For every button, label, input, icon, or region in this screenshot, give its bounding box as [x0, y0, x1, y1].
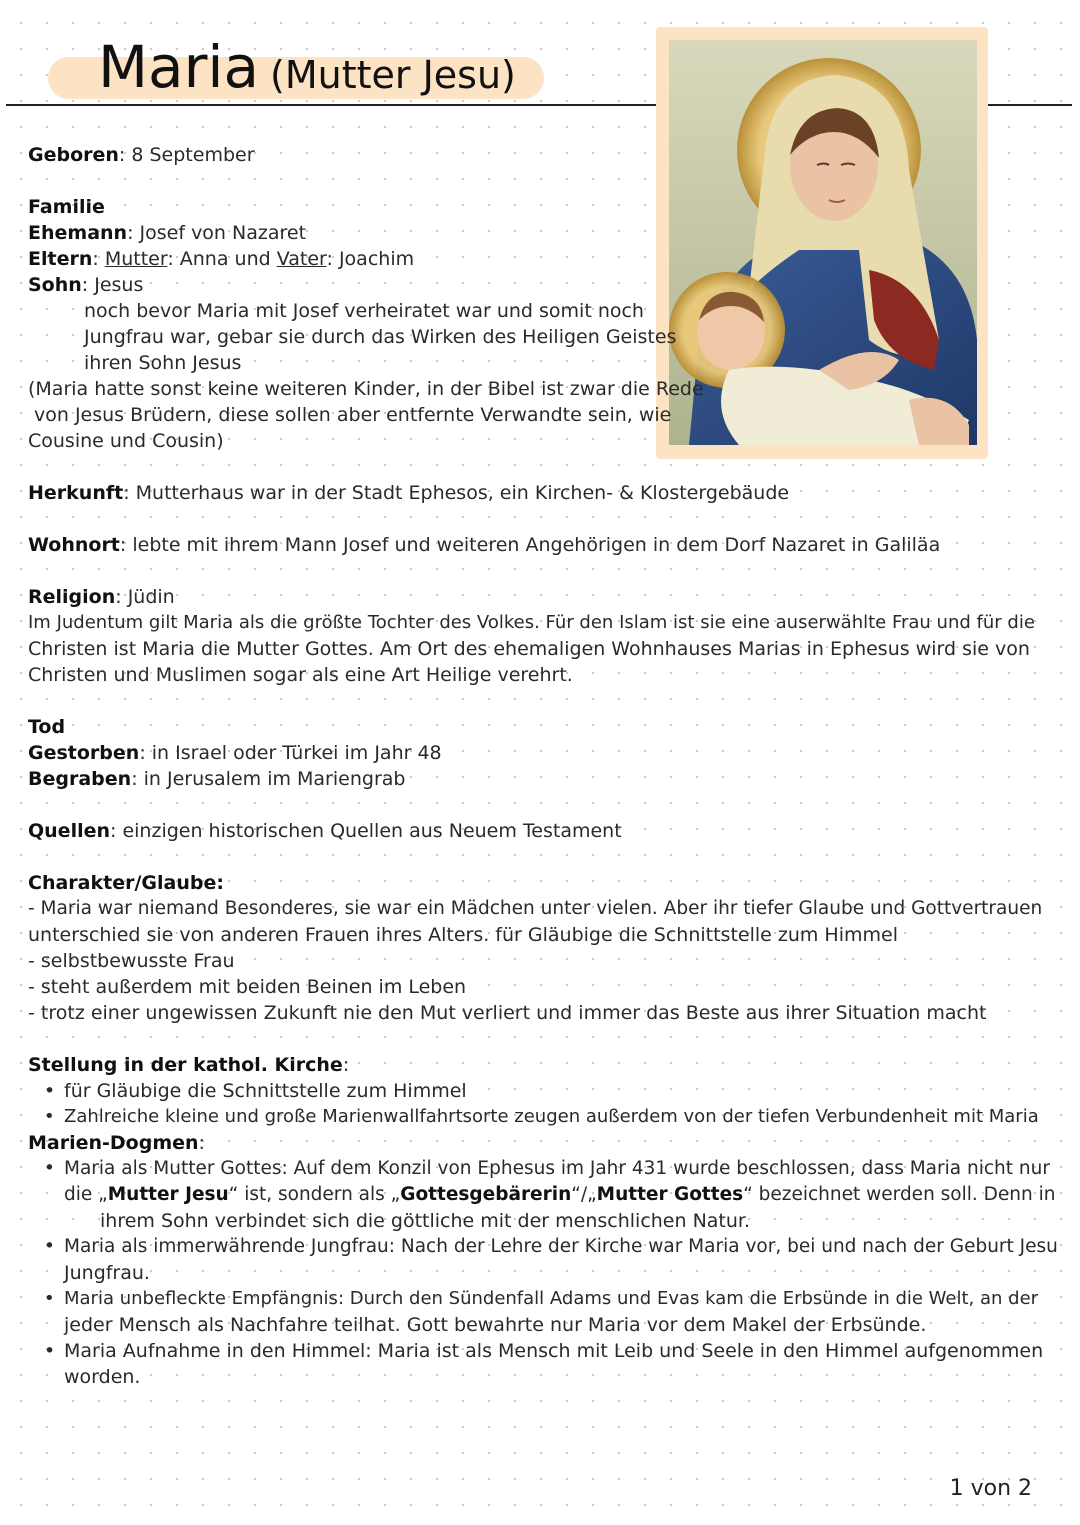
born-value: : 8 September: [118, 144, 255, 166]
character-line-5: - trotz einer ungewissen Zukunft nie den Mut verliert und immer das Beste aus ihrer Situation macht: [28, 1002, 987, 1024]
character-line-4: - steht außerdem mit beiden Beinen im Leben: [28, 976, 467, 998]
character-heading-text: Charakter/Glaube:: [28, 872, 224, 894]
dogma-2-line-2: Jungfrau.: [64, 1262, 150, 1284]
church-heading-text: Stellung in der kathol. Kirche: [28, 1054, 343, 1076]
residence-line: [28, 532, 1058, 558]
death-heading: [28, 714, 1058, 740]
title-underline-left: [6, 104, 658, 106]
died-line: [28, 740, 1058, 766]
origin-line: [28, 480, 1058, 506]
dogma-1-bold-1: Mutter Jesu: [107, 1184, 229, 1205]
dogma-1-bold-3: Mutter Gottes: [596, 1184, 744, 1205]
son-line: [28, 272, 1058, 298]
dogma-1-post: “ bezeichnet werden soll. Denn in: [743, 1184, 1056, 1205]
religion-text-3: Christen und Muslimen sogar als eine Art Heilige verehrt.: [28, 664, 573, 686]
page-title: Maria: [98, 33, 260, 101]
page-subtitle: (Mutter Jesu): [270, 53, 516, 97]
dogmas-heading-text: Marien-Dogmen: [28, 1132, 199, 1154]
born-line: [28, 142, 1058, 168]
dogmas-heading-colon: :: [198, 1132, 205, 1154]
husband-line: [28, 220, 1058, 246]
religion-value: : Jüdin: [115, 586, 175, 608]
husband-label: Ehemann: [28, 222, 128, 244]
religion-line: [28, 584, 1058, 610]
dogma-1-line-2: [28, 1182, 1058, 1208]
son-label: Sohn: [28, 274, 82, 296]
character-line-1: - Maria war niemand Besonderes, sie war ein Mädchen unter vielen. Aber ihr tiefer Glaube und Gottvertrauen: [28, 898, 1043, 919]
children-note-3: Cousine und Cousin): [28, 430, 224, 452]
dogma-1-pre: die „: [64, 1184, 108, 1205]
buried-line: [28, 766, 1058, 792]
religion-text-2: Christen ist Maria die Mutter Gottes. Am Ort des ehemaligen Wohnhauses Marias in Ephesus wird sie von: [28, 638, 1030, 660]
dogma-3-line-2: jeder Mensch als Nachfahre teilhat. Gott bewahrte nur Maria vor dem Makel der Erbsünde.: [64, 1314, 927, 1336]
parents-line: [28, 246, 1058, 272]
dogma-1-bold-2: Gottesgebärerin: [400, 1184, 572, 1205]
character-line-2: unterschied sie von anderen Frauen ihres Alters. für Gläubige die Schnittstelle zum Himmel: [28, 924, 898, 946]
mother-value: : Anna und: [167, 248, 277, 270]
church-heading: [28, 1052, 1058, 1078]
family-heading-text: Familie: [28, 196, 105, 218]
dogma-1-line-3: ihrem Sohn verbindet sich die göttliche mit der menschlichen Natur.: [100, 1210, 751, 1232]
son-note-1: noch bevor Maria mit Josef verheiratet war und somit noch: [84, 300, 644, 322]
religion-text-1: Im Judentum gilt Maria als die größte Tochter des Volkes. Für den Islam ist sie eine auserwählte Frau und für die: [28, 612, 1035, 633]
sources-line: [28, 818, 1058, 844]
son-note-3: ihren Sohn Jesus: [84, 352, 242, 374]
dogma-1-mid-2: “/„: [571, 1184, 597, 1205]
dogmas-heading: [28, 1130, 1058, 1156]
character-line-3: - selbstbewusste Frau: [28, 950, 235, 972]
born-label: Geboren: [28, 144, 119, 166]
dogma-1-mid-1: “ ist, sondern als „: [228, 1184, 401, 1205]
buried-value: : in Jerusalem im Mariengrab: [131, 768, 406, 790]
parents-sep: :: [92, 248, 105, 270]
content-body: [28, 142, 1058, 1390]
husband-value: : Josef von Nazaret: [127, 222, 307, 244]
buried-label: Begraben: [28, 768, 132, 790]
died-value: : in Israel oder Türkei im Jahr 48: [139, 742, 442, 764]
title-underline-right: [982, 104, 1072, 106]
sources-value: : einzigen historischen Quellen aus Neuem Testament: [110, 820, 622, 842]
church-bullet-1: • für Gläubige die Schnittstelle zum Himmel: [28, 1078, 1058, 1104]
page-number: 1 von 2: [949, 1476, 1032, 1501]
origin-label: Herkunft: [28, 482, 124, 504]
dogma-3-line-1: • Maria unbefleckte Empfängnis: Durch den Sündenfall Adams und Evas kam die Erbsünde in die Welt, an der: [28, 1286, 1058, 1312]
sources-label: Quellen: [28, 820, 111, 842]
children-note-1: (Maria hatte sonst keine weiteren Kinder, in der Bibel ist zwar die Rede: [28, 378, 704, 400]
died-label: Gestorben: [28, 742, 140, 764]
children-note-2: von Jesus Brüdern, diese sollen aber entfernte Verwandte sein, wie: [34, 404, 672, 426]
son-note-2: Jungfrau war, gebar sie durch das Wirken des Heiligen Geistes: [84, 326, 677, 348]
dogma-4-line-1: • Maria Aufnahme in den Himmel: Maria ist als Mensch mit Leib und Seele in den Himmel aufgenommen: [28, 1338, 1058, 1364]
mother-label: Mutter: [104, 248, 168, 270]
parents-label: Eltern: [28, 248, 93, 270]
church-heading-colon: :: [342, 1054, 350, 1076]
father-label: Vater: [276, 248, 327, 270]
religion-label: Religion: [28, 586, 116, 608]
family-heading: [28, 194, 1058, 220]
son-value: : Jesus: [81, 274, 144, 296]
dogma-1-line-1: • Maria als Mutter Gottes: Auf dem Konzil von Ephesus im Jahr 431 wurde beschlossen, dass Maria nicht nur: [28, 1156, 1058, 1182]
residence-label: Wohnort: [28, 534, 120, 556]
character-heading: [28, 870, 1058, 896]
origin-value: : Mutterhaus war in der Stadt Ephesos, ein Kirchen- & Klostergebäude: [123, 482, 790, 504]
father-value: : Joachim: [326, 248, 415, 270]
death-heading-text: Tod: [28, 716, 66, 738]
dogma-4-line-2: worden.: [64, 1366, 141, 1388]
dogma-2-line-1: • Maria als immerwährende Jungfrau: Nach der Lehre der Kirche war Maria vor, bei und nach der Geburt Jesu: [28, 1234, 1058, 1260]
church-bullet-2: • Zahlreiche kleine und große Marienwallfahrtsorte zeugen außerdem von der tiefen Verbundenheit mit Maria: [28, 1104, 1058, 1130]
residence-value: : lebte mit ihrem Mann Josef und weiteren Angehörigen in dem Dorf Nazaret in Galiläa: [119, 534, 941, 556]
